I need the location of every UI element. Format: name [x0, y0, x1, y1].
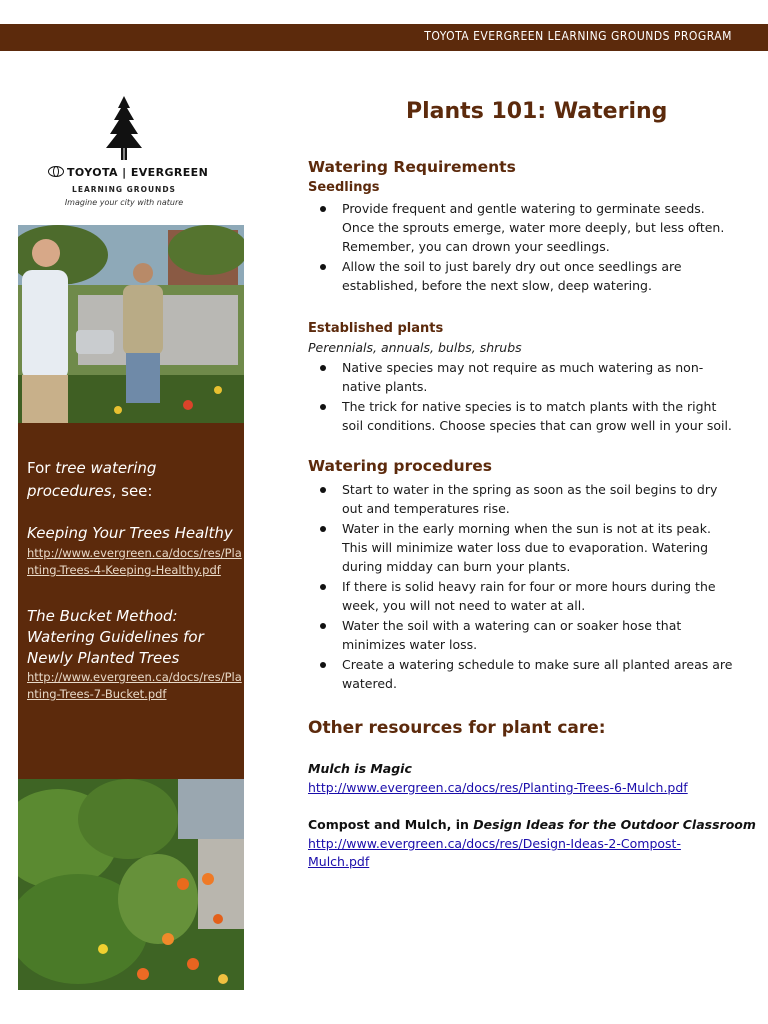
toyota-emblem-icon	[48, 166, 64, 177]
list-item: Provide frequent and gentle watering to germinate seeds. Once the sprouts emerge, water more deeply, but less often. Remember, you can drown your seedlings.	[308, 199, 738, 256]
list-item: Water in the early morning when the sun is not at its peak. This will minimize water loss due to evaporation. Watering during midday can burn your plants.	[308, 519, 738, 576]
sidebar-intro: For tree watering procedures, see:	[27, 459, 157, 500]
logo-wordmark: TOYOTA | EVERGREEN	[48, 166, 200, 179]
resource-title: Compost and Mulch, in Design Ideas for the Outdoor Classroom	[308, 817, 756, 832]
procedures-list	[308, 480, 738, 694]
logo-tagline: Imagine your city with nature	[64, 198, 184, 207]
list-item: Water the soil with a watering can or soaker hose that minimizes water loss.	[308, 616, 738, 654]
established-list	[308, 358, 738, 436]
tree-icon	[102, 96, 146, 162]
logo-subtitle: LEARNING GROUNDS	[72, 185, 176, 194]
resource-title: Mulch is Magic	[308, 761, 412, 776]
program-title: TOYOTA EVERGREEN LEARNING GROUNDS PROGRAM	[424, 29, 732, 43]
resource-link[interactable]: http://www.evergreen.ca/docs/res/Design-Ideas-2-Compost-Mulch.pdf	[308, 836, 681, 869]
list-item: If there is solid heavy rain for four or more hours during the week, you will not need to water at all.	[308, 577, 738, 615]
list-item: Native species may not require as much watering as non-native plants.	[308, 358, 738, 396]
seedlings-list	[308, 199, 738, 296]
list-item: Create a watering schedule to make sure all planted areas are watered.	[308, 655, 738, 693]
established-plants-heading: Established plants	[308, 321, 444, 336]
watering-photo	[18, 225, 244, 423]
seedlings-heading: Seedlings	[308, 180, 380, 195]
resource-title: The Bucket Method: Watering Guidelines for Newly Planted Trees	[27, 607, 204, 667]
watering-procedures-heading: Watering procedures	[308, 457, 493, 475]
list-item: Start to water in the spring as soon as the soil begins to dry out and temperatures rise.	[308, 480, 738, 518]
header-bar	[0, 24, 768, 51]
resource-link[interactable]: http://www.evergreen.ca/docs/res/Planting-Trees-4-Keeping-Healthy.pdf	[27, 546, 242, 577]
resource-link[interactable]: http://www.evergreen.ca/docs/res/Planting-Trees-7-Bucket.pdf	[27, 670, 242, 701]
resource-link[interactable]: http://www.evergreen.ca/docs/res/Planting-Trees-6-Mulch.pdf	[308, 780, 688, 795]
list-item: Allow the soil to just barely dry out once seedlings are established, before the next slow, deep watering.	[308, 257, 738, 295]
page-title: Plants 101: Watering	[406, 99, 668, 124]
other-resources-heading: Other resources for plant care:	[308, 718, 606, 738]
evergreen-logo	[48, 96, 209, 207]
garden-photo	[18, 779, 244, 990]
watering-requirements-heading: Watering Requirements	[308, 158, 516, 176]
resource-title: Keeping Your Trees Healthy	[27, 524, 233, 542]
established-plants-subtitle: Perennials, annuals, bulbs, shrubs	[308, 340, 522, 355]
sidebar-panel	[18, 423, 244, 779]
list-item: The trick for native species is to match plants with the right soil conditions. Choose species that can grow well in your soil.	[308, 397, 738, 435]
